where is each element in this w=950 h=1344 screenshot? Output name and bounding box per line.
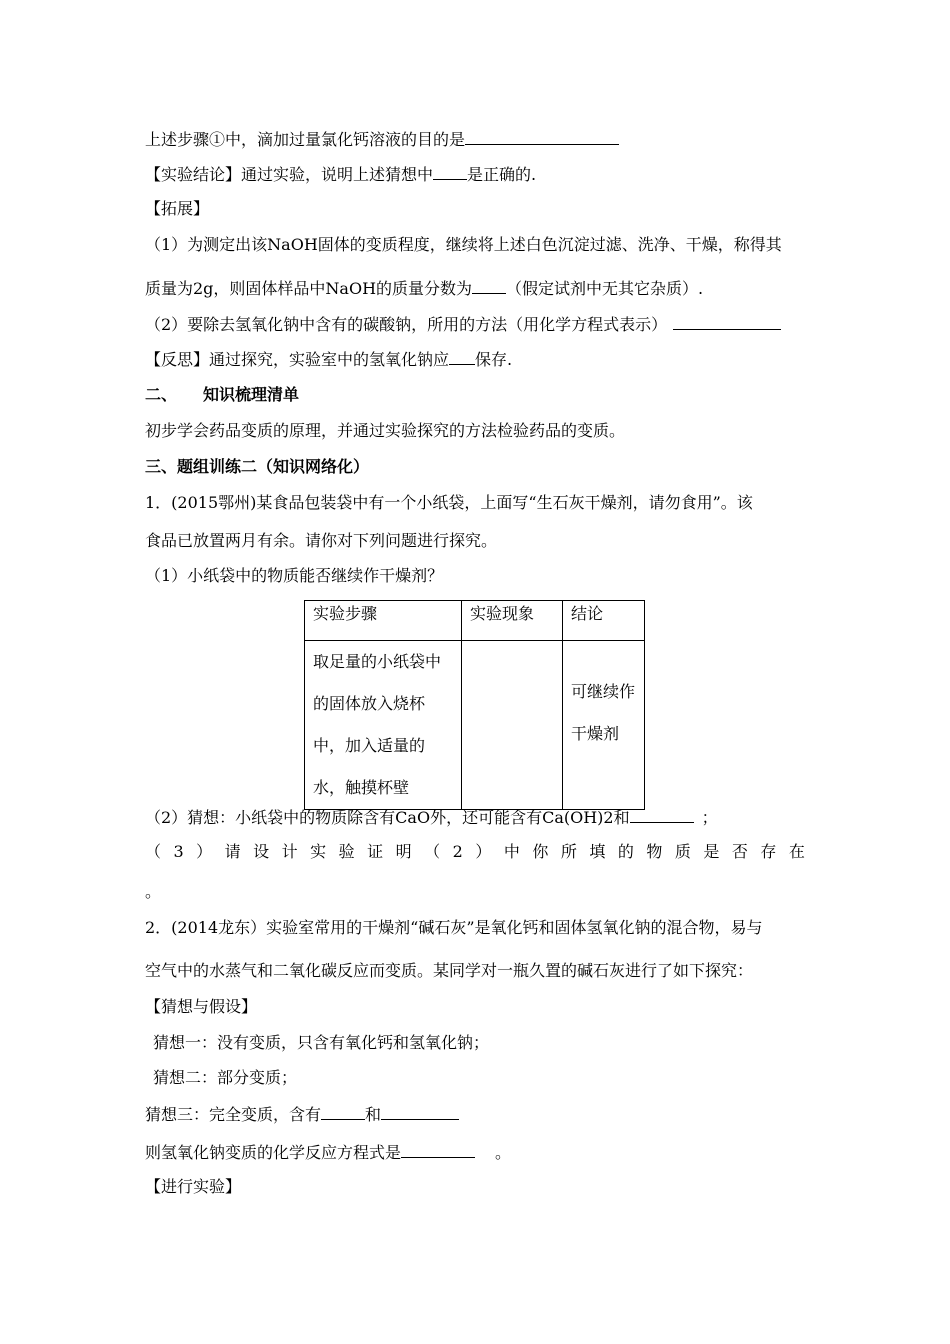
- section-heading-2: 二、 知识梳理清单: [145, 385, 300, 404]
- table-cell-step: 取足量的小纸袋中 的固体放入烧杯 中，加入适量的 水，触摸杯壁: [305, 641, 462, 810]
- answer-blank[interactable]: [630, 806, 694, 823]
- table-header-cell: 结论: [563, 601, 645, 641]
- answer-blank[interactable]: [465, 128, 619, 145]
- question-1-line-1: 1．(2015鄂州)某食品包装袋中有一个小纸袋，上面写“生石灰干燥剂，请勿食用”。该: [145, 493, 753, 512]
- question-1-part-3: （ 3 ） 请 设 计 实 验 证 明 （ 2 ） 中 你 所 填 的 物 质 是 否 存 在: [145, 842, 805, 861]
- table-header-cell: 实验步骤: [305, 601, 462, 641]
- answer-blank[interactable]: [472, 277, 506, 294]
- answer-blank[interactable]: [673, 313, 781, 330]
- section-extension-heading: 【拓展】: [145, 199, 210, 218]
- table-cell-conclusion: 可继续作 干燥剂: [563, 641, 645, 810]
- experiment-conclusion: 【实验结论】通过实验，说明上述猜想中 是正确的.: [145, 165, 537, 184]
- question-2-line-1: 2．(2014龙东）实验室常用的干燥剂“碱石灰”是氧化钙和固体氢氧化钠的混合物，易与: [145, 918, 763, 937]
- experiment-heading: 【进行实验】: [145, 1177, 242, 1196]
- hypothesis-3: 猜想三：完全变质，含有 和: [145, 1103, 459, 1125]
- table-row: [305, 641, 645, 810]
- answer-blank[interactable]: [321, 1103, 365, 1120]
- question-1-part-1: （1）小纸袋中的物质能否继续作干燥剂？: [145, 566, 444, 585]
- table-header-cell: 实验现象: [462, 601, 563, 641]
- hypothesis-1: 猜想一：没有变质，只含有氧化钙和氢氧化钠；: [153, 1033, 490, 1052]
- text-line: （2）要除去氢氧化钠中含有的碳酸钠，所用的方法（用化学方程式表示）: [145, 313, 781, 335]
- text-line: （1）为测定出该NaOH固体的变质程度，继续将上述白色沉淀过滤、洗净、干燥，称得其: [145, 235, 782, 254]
- reaction-equation-line: 则氢氧化钠变质的化学反应方程式是 。: [145, 1143, 512, 1162]
- answer-blank[interactable]: [449, 348, 475, 365]
- question-2-line-2: 空气中的水蒸气和二氧化碳反应而变质。某同学对一瓶久置的碱石灰进行了如下探究：: [145, 961, 754, 980]
- question-1-part-2: （2）猜想：小纸袋中的物质除含有CaO外，还可能含有Ca(OH)2和 ；: [145, 808, 718, 827]
- table-header-row: [305, 601, 645, 641]
- question-1-line-2: 食品已放置两月有余。请你对下列问题进行探究。: [145, 531, 498, 550]
- text-line: 初步学会药品变质的原理，并通过实验探究的方法检验药品的变质。: [145, 421, 626, 440]
- table-cell-phenomenon[interactable]: [462, 641, 563, 810]
- answer-blank[interactable]: [401, 1141, 475, 1158]
- question-1-part-3-end: 。: [145, 882, 162, 901]
- reflection-line: 【反思】通过探究，实验室中的氢氧化钠应 保存.: [145, 350, 513, 369]
- hypothesis-heading: 【猜想与假设】: [145, 997, 258, 1016]
- answer-blank[interactable]: [433, 163, 467, 180]
- section-heading-3: 三、题组训练二（知识网络化）: [145, 457, 370, 476]
- experiment-table: [304, 600, 645, 810]
- text-line: 上述步骤①中，滴加过量氯化钙溶液的目的是: [145, 128, 619, 150]
- text-line: 质量为2g，则固体样品中NaOH的质量分数为 （假定试剂中无其它杂质）.: [145, 279, 704, 298]
- hypothesis-2: 猜想二：部分变质；: [153, 1068, 298, 1087]
- answer-blank[interactable]: [381, 1103, 459, 1120]
